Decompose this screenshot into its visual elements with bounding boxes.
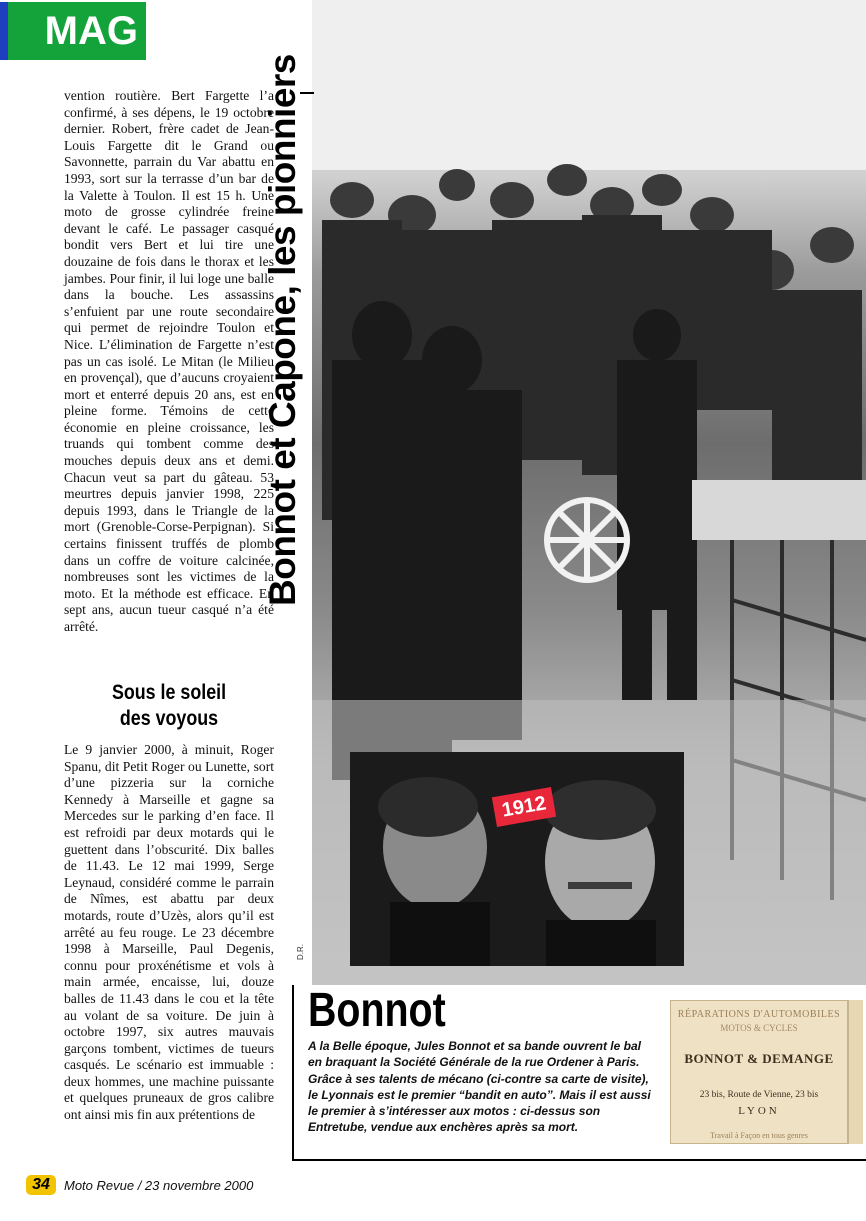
publication-line: Moto Revue / 23 novembre 2000 <box>64 1178 254 1193</box>
subheading-line: des voyous <box>119 707 219 730</box>
card-company-name: BONNOT & DEMANGE <box>684 1051 834 1066</box>
card-heading: RÉPARATIONS D'AUTOMOBILES <box>677 1009 841 1020</box>
caption-text: A la Belle époque, Jules Bonnot et sa bande ouvrent le bal en braquant la Société Générale de la rue Ordener à Paris. Grâce à ses talents de mécano (ci-contre sa carte de visite), le Lyonnais est le premier “bandit en auto”. Mais il est aussi le premier à s’intéresser aux motos : ci-dessus son Entretube, vendue aux enchères après sa mort. <box>308 1039 651 1135</box>
vertical-headline-wrap <box>258 54 308 606</box>
caption-title: Bonnot <box>308 984 446 1037</box>
mugshot-inset-photo <box>350 752 684 966</box>
photo-credit: D.R. <box>296 944 305 960</box>
article-column-bottom <box>64 742 274 1124</box>
subheading <box>80 680 259 732</box>
card-edge <box>848 1000 863 1144</box>
section-tab-accent <box>0 2 8 60</box>
page-number: 34 <box>26 1175 56 1195</box>
article-paragraph: Le 9 janvier 2000, à minuit, Roger Spanu, dit Petit Roger ou Lunette, sort d’une pizzeria sur la corniche Kennedy à Marseille et gagne sa Mercedes sur le parking d’en face. Il est refroidi par deux motards qui le guettent dans l’obscurité. Dix balles de 11.43. Le 12 mai 1999, Serge Leynaud, considéré comme le parrain de Nîmes, est abattu par deux motards, route d’Uzès, alors qu’il est arrêté au feu rouge. Le 23 décembre 1998 à Marseille, Paul Degenis, connu pour proxénétisme et vols à main armée, encaisse, lui, douze balles de 11.43 dans le cou et la tête au volant de sa voiture. De juin à octobre 1997, six autres mauvais garçons tombent, victimes de tueurs casqués. Le scénario est immuable : deux hommes, une machine puissante et quelques pruneaux de gros calibre ont ainsi mis fin aux prétentions de <box>64 742 274 1123</box>
card-city: LYON <box>738 1105 780 1117</box>
card-subheading: MOTOS & CYCLES <box>720 1023 798 1033</box>
article-paragraph: vention routière. Bert Fargette l’a confirmé, à ses dépens, le 19 octobre dernier. Robert, frère cadet de Jean-Louis Fargette dit le Grand ou Savonnette, parrain du Var abattu en 1993, sort sur la terrasse d’un bar de la Valette à Toulon. Il est 15 h. Une moto de grosse cylindrée freine devant le café. Le passager casqué bondit vers Bert et lui tire une douzaine de fois dans le thorax et les jambes. Pour finir, il lui loge une balle dans la bouche. Les assassins s’enfuient par une route secondaire qui permet de rejoindre Toulon et Nice. L’élimination de Fargette n’est pas un cas isolé. Le Mitan (le Milieu en provençal), que d’aucuns croyaient mort et enterré depuis 20 ans, est en pleine forme. Témoins de cette économie en pleine croissance, les truands qui tombent comme des mouches depuis deux ans et demi. Chacun veut sa part du gâteau. 53 meurtres depuis janvier 1998, 225 depuis 1993, dans le Triangle de la mort (Grenoble-Corse-Perpignan). Si certains finissent truffés de plomb dans un coffre de voiture calcinée, nombreuses sont les victimes de la moto. Et la méthode est efficace. En sept ans, aucun tueur casqué n’a été arrêté. <box>64 88 274 634</box>
card-footer: Travail à Façon en tous genres <box>710 1131 808 1140</box>
article-column-top <box>64 88 274 636</box>
year-badge: 1912 <box>492 787 556 827</box>
card-address: 23 bis, Route de Vienne, 23 bis <box>699 1090 819 1100</box>
caption-border-left <box>292 985 294 1161</box>
caption-border-bottom <box>292 1159 866 1161</box>
mugshot-illustration <box>350 752 684 966</box>
subheading-line: Sous le soleil <box>111 681 227 704</box>
section-tab: MAG <box>8 2 146 60</box>
business-card-image <box>670 1000 848 1144</box>
vertical-headline: Bonnot et Capone, les pionniers <box>262 54 303 606</box>
